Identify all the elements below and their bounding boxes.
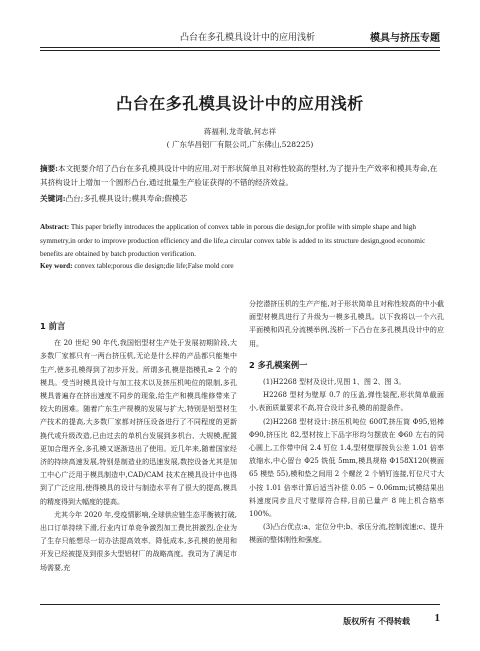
en-abstract-label: Abstract: — [40, 223, 70, 231]
chinese-abstract — [40, 162, 440, 190]
running-title: 凸台在多孔模具设计中的应用浅析 — [180, 33, 316, 43]
section-2-heading: 2 多孔模案例一 — [249, 359, 308, 370]
section-2-paragraph-4: (3)凸台优点:a、定位分中;b、承压分流,控制流速;c、提升模面的整体刚性和强度。 — [249, 523, 444, 545]
section-2-paragraph-1: (1)H2268 型材及设计,见图 1、图 2、图 3。 — [263, 378, 406, 387]
article-affiliation: ( 广东华昌铝厂有限公司,广东佛山,528225) — [166, 140, 314, 149]
section-2-paragraph-3: (2)H2268 型材设计:挤压机吨位 600T,挤压筒 Φ95,铝棒 Φ90,挤压比 82,型材按上下品字形均匀摆放在 Φ60 左右的同心圆上,工作带中间 2.4 钉位 1.4,型材壁厚按负公差 1.01 倍率放缩水,中心留台 Φ25 铣低 5mm,模具规格 Φ158X120(模面 65 模垫 55),模和垫之间用 2 个螺丝 2 个销钉连接,钉位尺寸大小按 1.01 倍率计算后适当补偿 0.05 ~ 0.06mm;试模结果出料速度同步且尺寸壁厚符合样,目前已量产 8 吨上机合格率 100%。 — [249, 417, 444, 519]
left-column — [40, 318, 237, 575]
continued-paragraph: 分挖潜挤压机的生产产能,对于形状简单且对称性较高的中小截面型材模具进行了升级为一模多孔模具。以下我将以一个六孔平面模和四孔分流模举例,浅析一下凸台在多孔模具设计中的应用。 — [249, 300, 444, 348]
right-column — [249, 298, 444, 548]
footer-rule — [40, 604, 440, 605]
english-abstract — [40, 221, 440, 262]
chinese-keywords — [40, 193, 440, 204]
running-header — [40, 28, 440, 46]
zh-abstract-text: 本文扼要介绍了凸台在多孔模具设计中的应用,对于形状简单且对称性较高的型材,为了提升生产效率和模具寿命,在其挤构设计上增加一个圆形凸台,通过批量生产验证获得的不错的经济效益。 — [40, 164, 438, 187]
section-label: 模具与挤压专题 — [370, 33, 440, 44]
section-1-heading: 1 前言 — [40, 321, 66, 331]
en-keywords-label: Key word: — [40, 262, 73, 270]
en-abstract-text: This paper briefly introduces the application of convex table in porous die design,for profile with simple shape and high symmetry,in order to improve production efficiency and die life,a circular convex table is added to its structure design,good economic benefits are obtained by batch production verification. — [40, 223, 426, 258]
section-1-paragraph-1: 在 20 世纪 90 年代,我国铝型材生产处于发展初期阶段,大多数厂家都只有一两台挤压机,无论是什么样的产品都只能集中生产,使多孔模得到了初步开发。所谓多孔模是指模孔≥ 2 个的模具。受当时模具设计与加工技术以及挤压机吨位的限制,多孔模具普遍存在挤出速度不同步的现象,给生产和模具维修带来了较大的困难。随着广东生产规模的发展与扩大,特别是铝型材生产技术的提高,大多数厂家都对挤压设备进行了不同程度的更新换代或升级改造,已由过去的单机台发展到多机台、大规模,配置更加合理齐全,多孔模又逐渐迭出了使用。近几年来,随着国家经济的持续高速发展,特别是制造业的迅速发展,数控设备尤其是加工中心广泛用于模具制造中,CAD/CAM 技术在模具设计中也得到了广泛应用,使得模具的设计与制造水平有了很大的提高,模具的精度得到大幅度的提高。 — [40, 339, 237, 506]
header-rule — [40, 47, 440, 48]
copyright-notice: 版权所有 不得转载 — [343, 616, 410, 626]
section-2-paragraph-2: H2268 型材为壁厚 0.7 的压盖,弹性装配,形状简单截面小,表面质量要求不高,符合设计多孔模的前提条件。 — [249, 391, 444, 413]
article-authors: 蒋福利,龙奇敏,何志祥 — [203, 127, 277, 136]
zh-keywords-label: 关键词: — [40, 194, 66, 203]
section-1-paragraph-2: 尤其今年 2020 年,受疫情影响,全球供应链生态平衡被打破,出口订单持续下滑,行业内订单竞争激烈加工费比拼激烈,企业为了生存只能想尽一切办法提高效率、降低成本,多孔模的使用和开发已经被提及到很多大型铝材厂的战略高度。我司为了满足市场需要,充 — [40, 510, 237, 572]
header-rule-thin — [40, 50, 440, 51]
zh-keywords-text: 凸台;多孔模具设计;模具寿命;假模芯 — [65, 194, 188, 203]
en-keywords-text: convex table;porous die design;die life;False mold core — [74, 262, 234, 270]
english-keywords — [40, 262, 440, 270]
article-title: 凸台在多孔模具设计中的应用浅析 — [116, 94, 364, 113]
zh-abstract-label: 摘要: — [40, 164, 58, 173]
page-number: 1 — [434, 612, 440, 624]
